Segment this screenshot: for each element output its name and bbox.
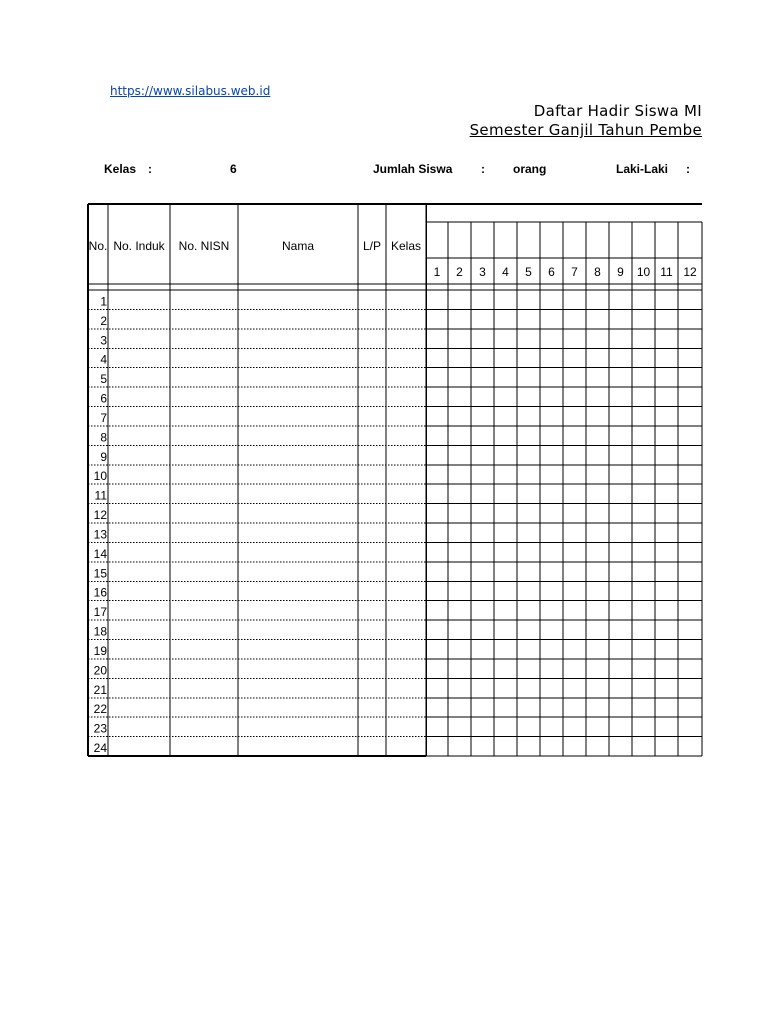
row-number: 12 xyxy=(93,508,107,523)
row-number: 3 xyxy=(100,333,107,348)
day-number: 12 xyxy=(683,265,697,279)
jumlah-siswa-colon: : xyxy=(481,162,485,176)
table-grid-lines xyxy=(88,204,702,756)
column-header: No. xyxy=(88,239,108,253)
row-number: 14 xyxy=(93,546,107,561)
row-number: 21 xyxy=(93,682,107,697)
row-number: 24 xyxy=(93,741,107,756)
row-number: 2 xyxy=(100,313,107,328)
row-number: 16 xyxy=(93,585,107,600)
kelas-label: Kelas xyxy=(104,162,137,176)
day-number: 7 xyxy=(571,265,578,279)
row-number: 20 xyxy=(93,663,107,678)
attendance-title: Daftar Hadir Siswa MI xyxy=(533,102,702,120)
row-number: 7 xyxy=(100,410,107,425)
row-number: 10 xyxy=(93,469,107,484)
column-header: Nama xyxy=(281,239,315,253)
row-number: 6 xyxy=(100,391,107,406)
day-number: 8 xyxy=(594,265,601,279)
row-number: 8 xyxy=(100,430,107,445)
row-number: 5 xyxy=(100,372,107,387)
laki-laki-colon: : xyxy=(686,162,690,176)
silabus-link[interactable]: https://www.silabus.web.id xyxy=(110,84,271,98)
day-number: 1 xyxy=(433,265,441,279)
column-header: No. Induk xyxy=(113,239,165,253)
column-header: No. NISN xyxy=(178,239,230,253)
day-number: 10 xyxy=(636,265,651,279)
day-number: 9 xyxy=(617,265,624,279)
row-number: 17 xyxy=(93,605,107,620)
jumlah-siswa-unit: orang xyxy=(513,162,547,176)
day-number: 6 xyxy=(548,265,555,279)
table-labels xyxy=(89,239,697,755)
row-number: 18 xyxy=(93,624,107,639)
row-number: 1 xyxy=(100,294,107,309)
column-header: Kelas xyxy=(390,239,422,253)
day-number: 11 xyxy=(660,265,673,279)
day-number: 4 xyxy=(502,265,509,279)
row-number: 9 xyxy=(100,449,107,464)
row-number: 19 xyxy=(93,643,107,658)
row-number: 11 xyxy=(94,488,107,503)
laki-laki-label: Laki-Laki xyxy=(616,162,669,176)
row-number: 23 xyxy=(93,721,107,736)
kelas-colon: : xyxy=(148,162,152,176)
kelas-value: 6 xyxy=(230,162,237,176)
row-number: 13 xyxy=(93,527,107,542)
row-number: 22 xyxy=(93,702,107,717)
row-number: 15 xyxy=(93,566,107,581)
day-number: 5 xyxy=(525,265,532,279)
day-number: 2 xyxy=(456,265,463,279)
row-number: 4 xyxy=(100,352,107,367)
day-number: 3 xyxy=(479,265,486,279)
semester-subtitle: Semester Ganjil Tahun Pembe xyxy=(469,121,702,139)
jumlah-siswa-label: Jumlah Siswa xyxy=(373,162,453,176)
column-header: L/P xyxy=(362,239,382,253)
